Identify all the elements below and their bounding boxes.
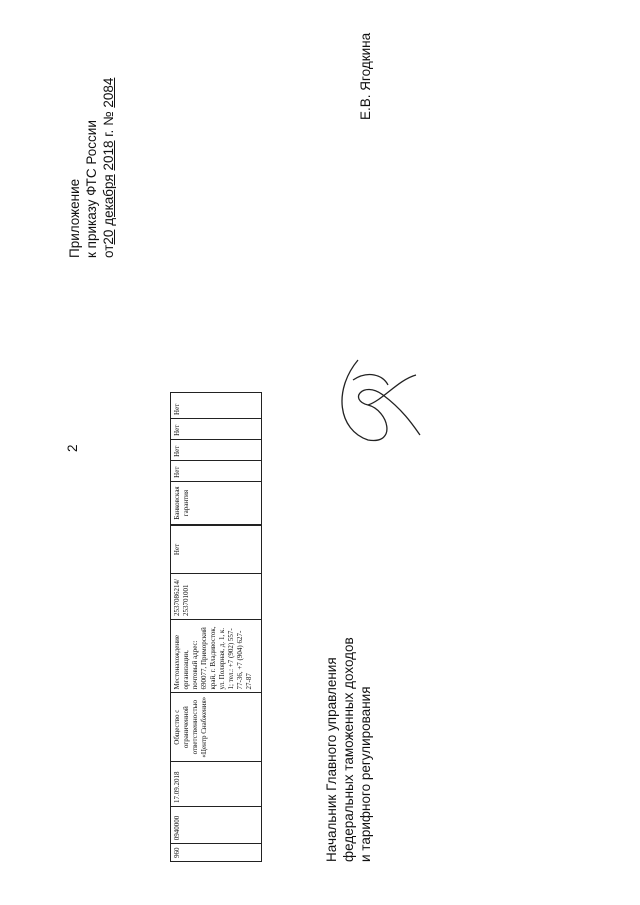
appendix-date-number [100, 78, 117, 258]
position-line: Начальник Главного управления [324, 657, 339, 862]
date-suffix: г. [101, 129, 116, 137]
table-cell: Нет [171, 460, 262, 481]
table-cell: Банковская гарантия [171, 481, 262, 524]
table-cell: Нет [171, 393, 262, 419]
table-cell: 2537086214/ 253701001 [171, 573, 262, 619]
table-cell: Нет [171, 439, 262, 460]
appendix-order-ref: к приказу ФТС России [84, 120, 99, 258]
table-row [171, 393, 262, 862]
table-cell: Нет [171, 418, 262, 439]
signatory-position [323, 637, 374, 862]
date-year: 2018 [101, 140, 116, 171]
position-line: и тарифного регулирования [358, 686, 373, 862]
handwritten-signature [328, 350, 428, 450]
table-cell: 960 [171, 844, 262, 862]
table-cell: 0940000 [171, 806, 262, 843]
number-prefix: № [101, 111, 116, 126]
date-day: 20 [101, 229, 116, 245]
order-number: 2084 [101, 77, 116, 108]
registry-table-wrapper [170, 392, 262, 862]
date-prefix: от [101, 244, 116, 258]
table-cell: Местонахождение организации, почтовый адрес: 690077, Приморский край, г. Владивосток, ул. Полярная, д. 1, к. 1; тел.: +7 (902) 557-77-36, +7 (904) 627-27-87 [171, 620, 262, 693]
table-cell: Общество с ограниченной ответственностью «Центр Снабжения» [171, 693, 262, 761]
page-number: 2 [65, 444, 80, 452]
appendix-header [66, 78, 117, 258]
signatory-name: Е.В. Ягодкина [358, 32, 373, 120]
registry-table [170, 392, 262, 862]
table-cell-blank [171, 525, 262, 526]
appendix-title: Приложение [67, 178, 82, 258]
position-line: федеральных таможенных доходов [341, 637, 356, 862]
table-cell: 17.09.2018 [171, 761, 262, 806]
table-cell: Нет [171, 526, 262, 573]
date-month: декабря [101, 174, 116, 226]
